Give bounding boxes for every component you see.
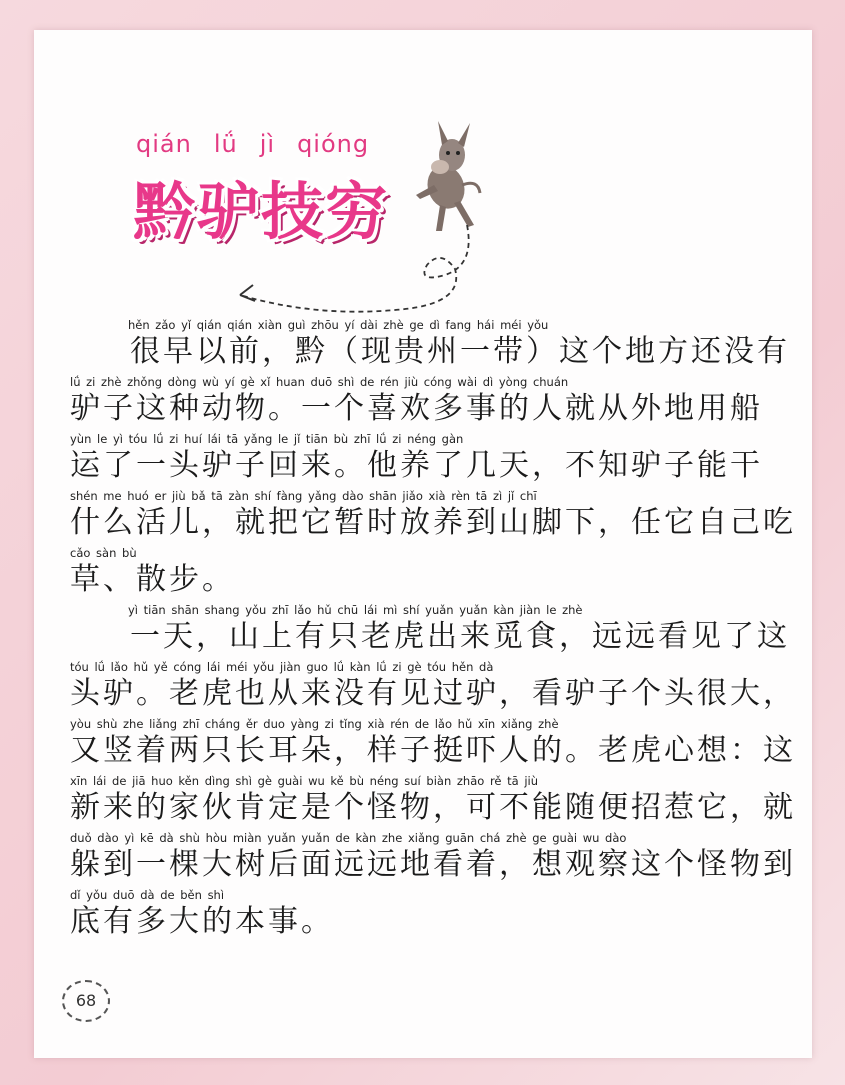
hanzi-line: 一天，山上有只老虎出来觅食，远远看见了这 bbox=[130, 619, 790, 654]
hanzi-line: 头驴。老虎也从来没有见过驴，看驴子个头很大， bbox=[70, 676, 796, 711]
text-line bbox=[70, 660, 796, 717]
hanzi-line: 运了一头驴子回来。他养了几天，不知驴子能干 bbox=[70, 448, 763, 483]
page-title: 黔驴技穷 bbox=[133, 175, 390, 248]
pinyin-line: shén me huó er jiù bǎ tā zàn shí fàng yǎng dào shān jiǎo xià rèn tā zì jǐ chī bbox=[70, 489, 537, 503]
text-line bbox=[70, 489, 796, 546]
pinyin-line: lǘ zi zhè zhǒng dòng wù yí gè xǐ huan duō shì de rén jiù cóng wài dì yòng chuán bbox=[70, 375, 569, 389]
title-pinyin-syllable: qián bbox=[136, 130, 192, 158]
text-line bbox=[70, 318, 790, 375]
hanzi-line: 草、散步。 bbox=[70, 562, 235, 597]
pinyin-line: tóu lǘ lǎo hǔ yě cóng lái méi yǒu jiàn guo lǘ kàn lǘ zi gè tóu hěn dà bbox=[70, 660, 494, 674]
pinyin-line: yòu shù zhe liǎng zhī cháng ěr duo yàng zi tǐng xià rén de lǎo hǔ xīn xiǎng zhè bbox=[70, 717, 559, 731]
hanzi-line: 躲到一棵大树后面远远地看着，想观察这个怪物到 bbox=[70, 847, 796, 882]
pinyin-line: hěn zǎo yǐ qián qián xiàn guì zhōu yí dài zhè ge dì fang hái méi yǒu bbox=[128, 318, 549, 332]
text-line bbox=[70, 774, 796, 831]
hanzi-line: 新来的家伙肯定是个怪物，可不能随便招惹它，就 bbox=[70, 790, 796, 825]
hanzi-line: 又竖着两只长耳朵，样子挺吓人的。老虎心想：这 bbox=[70, 733, 796, 768]
title-pinyin-syllable: qióng bbox=[297, 130, 370, 158]
pinyin-line: xīn lái de jiā huo kěn dìng shì gè guài wu kě bù néng suí biàn zhāo rě tā jiù bbox=[70, 774, 539, 788]
text-line bbox=[70, 432, 763, 489]
text-line bbox=[70, 546, 760, 603]
pinyin-line: yì tiān shān shang yǒu zhī lǎo hǔ chū lái mì shí yuǎn yuǎn kàn jiàn le zhè bbox=[128, 603, 583, 617]
text-line bbox=[70, 375, 763, 432]
pinyin-line: cǎo sàn bù bbox=[70, 546, 137, 560]
text-line bbox=[70, 888, 760, 945]
page-number: 68 bbox=[62, 980, 110, 1022]
text-line bbox=[70, 603, 790, 660]
title-pinyin-syllable: jì bbox=[259, 130, 276, 158]
hanzi-line: 很早以前，黔（现贵州一带）这个地方还没有 bbox=[130, 334, 790, 369]
hanzi-line: 什么活儿，就把它暂时放养到山脚下，任它自己吃 bbox=[70, 505, 796, 540]
text-line bbox=[70, 831, 796, 888]
title-pinyin bbox=[136, 130, 391, 158]
donkey-icon bbox=[380, 115, 490, 235]
text-line bbox=[70, 717, 796, 774]
hanzi-line: 底有多大的本事。 bbox=[70, 904, 334, 939]
pinyin-line: yùn le yì tóu lǘ zi huí lái tā yǎng le jǐ tiān bù zhī lǘ zi néng gàn bbox=[70, 432, 464, 446]
dashed-arrow-icon bbox=[195, 225, 495, 325]
hanzi-line: 驴子这种动物。一个喜欢多事的人就从外地用船 bbox=[70, 391, 763, 426]
title-pinyin-syllable: lǘ bbox=[213, 130, 238, 158]
pinyin-line: duǒ dào yì kē dà shù hòu miàn yuǎn yuǎn de kàn zhe xiǎng guān chá zhè ge guài wu dào bbox=[70, 831, 627, 845]
story-text bbox=[70, 318, 796, 945]
pinyin-line: dǐ yǒu duō dà de běn shì bbox=[70, 888, 225, 902]
